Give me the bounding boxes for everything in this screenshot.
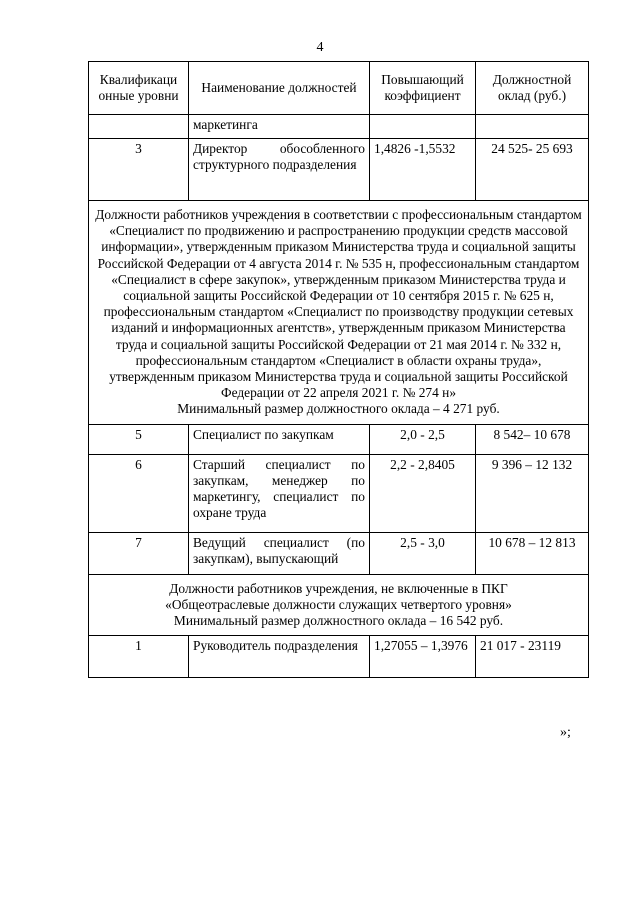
- cell-level: 3: [89, 139, 189, 201]
- cell-position: Старший специалист по закупкам, менеджер по маркетингу, специалист по охране труда: [189, 454, 370, 532]
- header-position: Наименование должностей: [189, 62, 370, 115]
- cell-salary: 24 525- 25 693: [476, 139, 589, 201]
- cell-level: 1: [89, 636, 189, 678]
- closing-quote: »;: [560, 725, 571, 740]
- cell-coefficient: 2,2 - 2,8405: [370, 454, 476, 532]
- cell-salary: 10 678 – 12 813: [476, 532, 589, 574]
- cell-salary: 9 396 – 12 132: [476, 454, 589, 532]
- section-min-salary: Минимальный размер должностного оклада – 16 542 руб.: [173, 613, 504, 629]
- cell-coefficient: 1,4826 -1,5532: [370, 139, 476, 201]
- cell-level: 5: [89, 424, 189, 454]
- header-salary: Должностной оклад (руб.): [476, 62, 589, 115]
- cell-position: маркетинга: [189, 115, 370, 139]
- section-text-cell: [89, 201, 589, 425]
- table-row: [89, 454, 589, 532]
- section-row: [89, 201, 589, 425]
- cell-level: [89, 115, 189, 139]
- section-line: «Общеотраслевые должности служащих четвертого уровня»: [165, 596, 512, 612]
- table-row: [89, 139, 589, 201]
- cell-salary: 8 542– 10 678: [476, 424, 589, 454]
- cell-coefficient: 2,0 - 2,5: [370, 424, 476, 454]
- table-row: [89, 532, 589, 574]
- section-min-salary: Минимальный размер должностного оклада – 4 271 руб.: [177, 401, 500, 417]
- cell-salary: 21 017 - 23119: [476, 636, 589, 678]
- cell-salary: [476, 115, 589, 139]
- cell-level: 7: [89, 532, 189, 574]
- cell-position: Ведущий специалист (по закупкам), выпускающий: [189, 532, 370, 574]
- cell-coefficient: 2,5 - 3,0: [370, 532, 476, 574]
- table-row: [89, 115, 589, 139]
- table-row: [89, 636, 589, 678]
- cell-coefficient: [370, 115, 476, 139]
- section-text-cell: [89, 574, 589, 636]
- cell-position: Директор обособленного структурного подразделения: [189, 139, 370, 201]
- cell-position: Специалист по закупкам: [189, 424, 370, 454]
- header-coefficient: Повышающий коэффициент: [370, 62, 476, 115]
- section-line: Должности работников учреждения, не включенные в ПКГ: [169, 580, 508, 596]
- page-number: 4: [316, 40, 324, 55]
- section-row: [89, 574, 589, 636]
- table-row: [89, 424, 589, 454]
- header-level: Квалификаци онные уровни: [89, 62, 189, 115]
- cell-level: 6: [89, 454, 189, 532]
- section-description: Должности работников учреждения в соответствии с профессиональным стандартом «Специалист по продвижению и распространению продукции средств массовой информации», утвержденным приказом Министерства труда и социальной защиты Российской Федерации от 4 августа 2014 г. № 535 н, профессиональным стандартом «Специалист в сфере закупок», утвержденным приказом Министерства труда и социальной защиты Российской Федерации от 10 сентября 2015 г. № 625 н, профессиональным стандартом «Специалист по производству продукции сетевых изданий и информационных агентств», утвержденным приказом Министерства труда и социальной защиты Российской Федерации от 21 мая 2014 г. № 332 н, профессиональным стандартом «Специалист в области охраны труда», утвержденным приказом Министерства труда и социальной защиты Российской Федерации от 22 апреля 2021 г. № 274 н»: [95, 207, 582, 401]
- cell-coefficient: 1,27055 – 1,3976: [370, 636, 476, 678]
- cell-position: Руководитель подразделения: [189, 636, 370, 678]
- salary-table: [88, 61, 589, 678]
- table-header-row: [89, 62, 589, 115]
